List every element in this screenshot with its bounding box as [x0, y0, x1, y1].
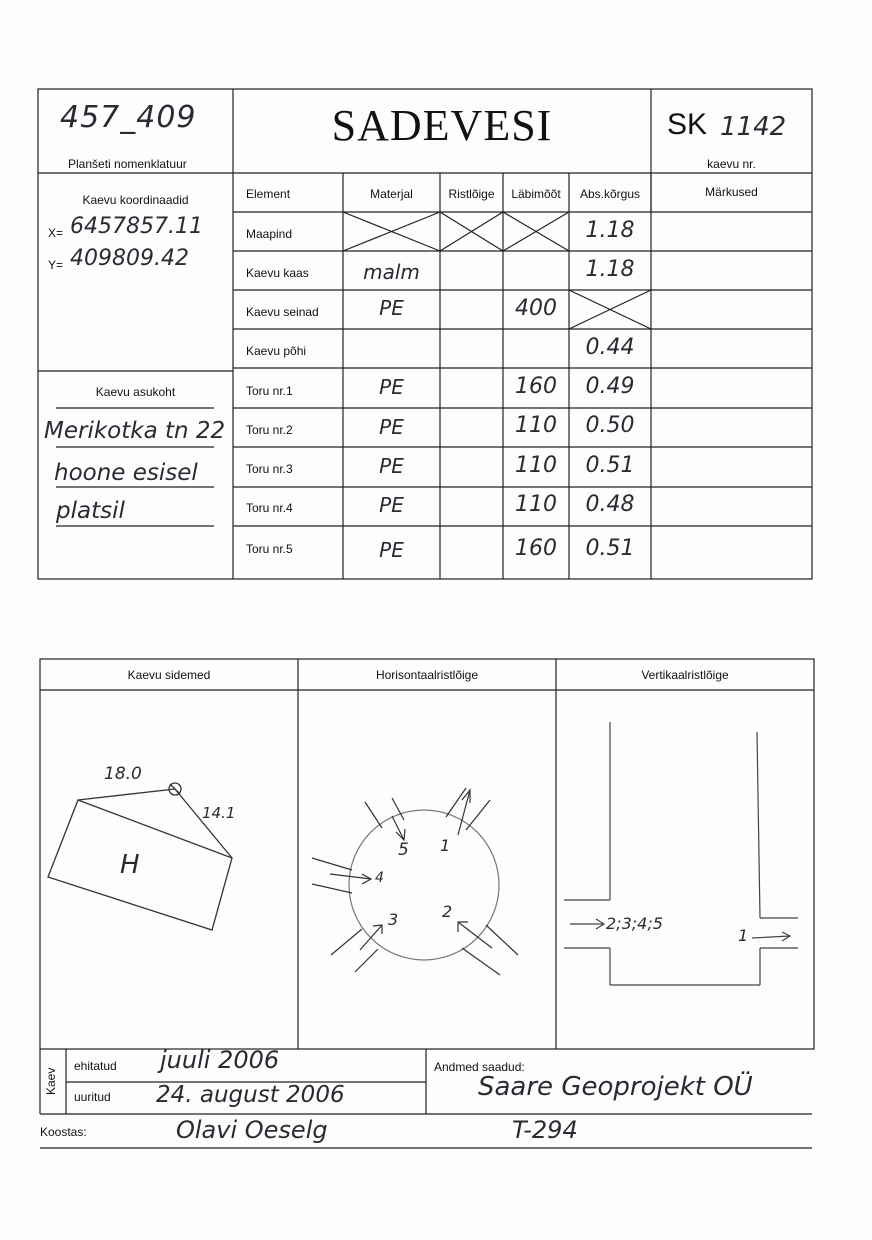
vertical-section-sketch — [564, 722, 798, 985]
pipe-label-3: 3 — [388, 910, 399, 929]
row-diameter: 110 — [515, 492, 557, 517]
location-label: Kaevu asukoht — [95, 385, 176, 399]
x-label: X= — [48, 226, 64, 240]
horizontal-section-sketch — [312, 788, 518, 975]
row-material: PE — [379, 415, 404, 439]
vertical-title: Vertikaalristlõige — [641, 668, 729, 682]
header-element: Element — [246, 187, 291, 201]
row-elevation: 0.51 — [585, 536, 635, 561]
row-element: Toru nr.4 — [246, 501, 293, 515]
built-value: juuli 2006 — [160, 1046, 280, 1074]
row-diameter: 160 — [515, 536, 557, 561]
y-label: Y= — [48, 258, 64, 272]
horizontal-title: Horisontaalristlõige — [375, 668, 479, 682]
row-element: Toru nr.2 — [246, 423, 293, 437]
header-section: Ristlõige — [448, 187, 495, 201]
row-material: PE — [379, 375, 404, 399]
reference-value: T-294 — [512, 1116, 578, 1144]
x-value: 6457857.11 — [70, 214, 203, 239]
row-element: Toru nr.5 — [246, 542, 293, 556]
nomenclature-value: 457_409 — [60, 100, 197, 135]
inflow-label: 2;3;4;5 — [606, 914, 663, 933]
row-diameter: 110 — [515, 413, 557, 438]
page-title: SADEVESI — [331, 101, 553, 150]
row-elevation: 0.51 — [585, 453, 635, 478]
row-element: Toru nr.3 — [246, 462, 293, 476]
location-line3: platsil — [56, 498, 125, 524]
row-material: malm — [363, 260, 420, 284]
measured-label: uuritud — [74, 1090, 111, 1104]
distance-label-2: 14.1 — [202, 804, 236, 822]
header-diameter: Läbimõõt — [511, 187, 561, 201]
row-material: PE — [379, 296, 404, 320]
row-elevation: 0.49 — [585, 374, 635, 399]
row-material: PE — [379, 493, 404, 517]
row-diameter: 400 — [515, 296, 557, 321]
well-number: 1142 — [720, 112, 787, 142]
row-element: Toru nr.1 — [246, 384, 293, 398]
row-diameter: 160 — [515, 374, 557, 399]
row-diameter: 110 — [515, 453, 557, 478]
well-label: kaevu nr. — [707, 157, 756, 171]
header-notes: Märkused — [705, 185, 758, 199]
side-label: Kaev — [44, 1067, 58, 1095]
row-element: Kaevu põhi — [246, 344, 307, 358]
built-label: ehitatud — [74, 1059, 117, 1073]
compiled-label: Koostas: — [40, 1125, 87, 1139]
data-label: Andmed saadud: — [434, 1060, 525, 1074]
connections-title: Kaevu sidemed — [127, 668, 211, 682]
location-line1: Merikotka tn 22 — [44, 418, 226, 444]
row-material: PE — [379, 454, 404, 478]
header-elevation: Abs.kõrgus — [579, 187, 641, 201]
pipe-label-2: 2 — [442, 902, 453, 921]
row-material: PE — [379, 538, 404, 562]
row-element: Kaevu seinad — [246, 305, 319, 319]
header-material: Materjal — [370, 187, 413, 201]
row-elevation: 1.18 — [585, 257, 635, 282]
measured-value: 24. august 2006 — [156, 1082, 345, 1108]
pipe-label-4: 4 — [375, 870, 384, 886]
compiled-value: Olavi Oeselg — [176, 1116, 328, 1144]
coordinates-label: Kaevu koordinaadid — [82, 193, 189, 207]
house-mark: H — [120, 850, 140, 880]
outflow-label: 1 — [738, 926, 749, 945]
row-element: Kaevu kaas — [246, 266, 309, 280]
row-elevation: 0.48 — [585, 492, 635, 517]
location-line2: hoone esisel — [54, 460, 198, 486]
pipe-label-1: 1 — [440, 836, 451, 855]
data-value: Saare Geoprojekt OÜ — [478, 1072, 753, 1102]
row-element: Maapind — [246, 227, 293, 241]
distance-label-1: 18.0 — [104, 764, 142, 784]
row-elevation: 0.44 — [585, 335, 635, 360]
row-elevation: 0.50 — [585, 413, 635, 438]
y-value: 409809.42 — [70, 246, 189, 271]
nomenclature-label: Planšeti nomenklatuur — [68, 157, 187, 171]
row-elevation: 1.18 — [585, 218, 635, 243]
well-prefix: SK — [667, 108, 708, 141]
pipe-label-5: 5 — [398, 840, 409, 860]
